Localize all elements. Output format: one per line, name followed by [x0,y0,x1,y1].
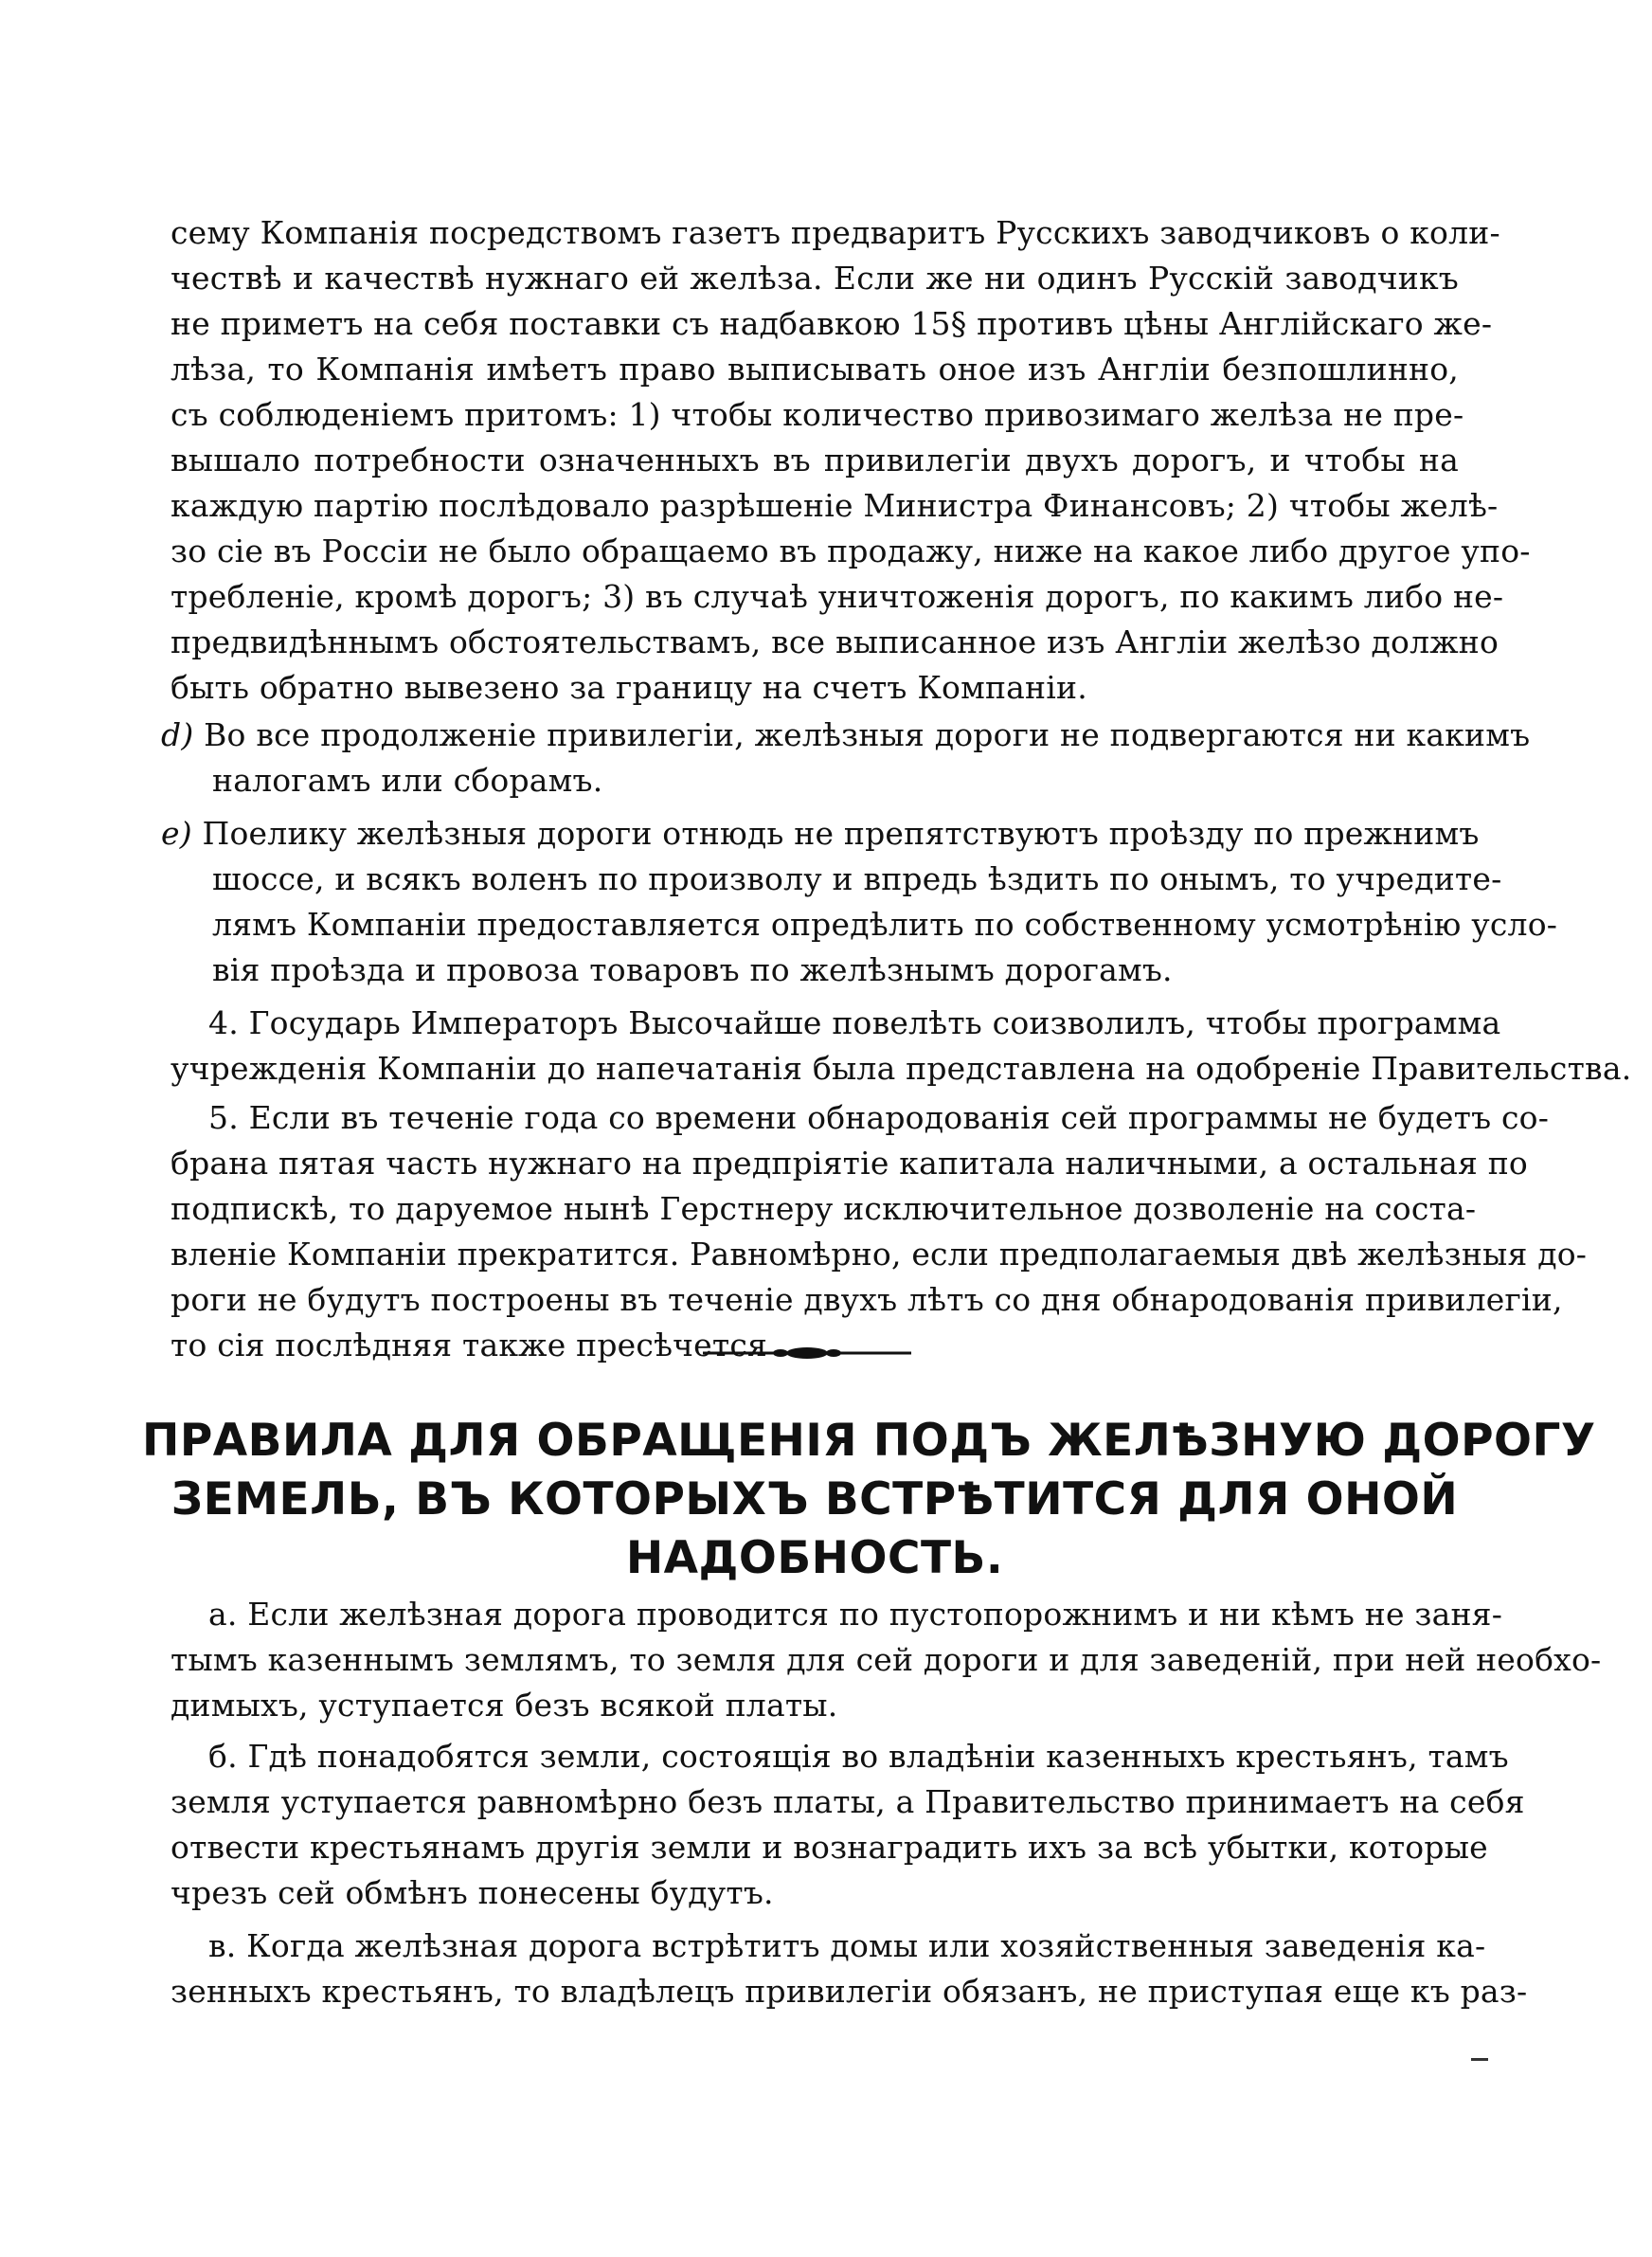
text-line: шоссе, и всякъ воленъ по произволу и впредь ѣздить по онымъ, то учредите- [212,860,1502,897]
ornament-divider [703,1345,911,1361]
text-line: брана пятая часть нужнаго на предпріятіе капитала наличными, а остальная по [171,1145,1529,1182]
text-line: роги не будутъ построены въ теченіе двухъ лѣтъ со дня обнародованія привилегіи, [171,1281,1563,1318]
text-line: б. Гдѣ понадобятся земли, состоящія во владѣніи казенныхъ крестьянъ, тамъ [208,1738,1509,1775]
text-line: отвести крестьянамъ другія земли и вознаградить ихъ за всѣ убытки, которые [171,1829,1488,1866]
item-marker: e) [161,815,192,852]
text-line: чрезъ сей обмѣнъ понесены будутъ. [171,1874,774,1911]
paragraph-5 [171,1095,1588,1368]
text-line: зенныхъ крестьянъ, то владѣлецъ привилегіи обязанъ, не приступая еще къ раз- [171,1973,1528,2010]
text-line: каждую партію послѣдовало разрѣшеніе Министра Финансовъ; 2) чтобы желѣ- [171,487,1499,524]
item-marker: d) [161,716,194,753]
heading-line: ЗЕМЕЛЬ, ВЪ КОТОРЫХЪ ВСТРѢТИТСЯ ДЛЯ ОНОЙ [171,1473,1459,1526]
item-text: Поелику желѣзныя дороги отнюдь не препятствуютъ проѣзду по прежнимъ [202,815,1480,852]
text-line: требленіе, кромѣ дорогъ; 3) въ случаѣ уничтоженія дорогъ, по какимъ либо не- [171,578,1504,615]
text-line: быть обратно вывезено за границу на счетъ Компаніи. [171,669,1087,706]
text-line: лѣза, то Компанія имѣетъ право выписывать оное изъ Англіи безпошлинно, [171,351,1459,388]
text-line [161,713,1531,758]
text-line: то сія послѣдняя также пресѣчется [171,1327,768,1363]
text-line: вышало потребности означенныхъ въ привилегіи двухъ дорогъ, и чтобы на [171,442,1459,478]
text-line: сему Компанія посредствомъ газетъ предваритъ Русскихъ заводчиковъ о коли- [171,214,1500,251]
text-line: 5. Если въ теченіе года со времени обнародованія сей программы не будетъ со- [208,1099,1550,1136]
text-line: тымъ казеннымъ землямъ, то земля для сей дороги и для заведеній, при ней необхо- [171,1641,1602,1678]
text-line: съ соблюденіемъ притомъ: 1) чтобы количество привозимаго желѣза не пре- [171,396,1464,433]
rule-a [171,1592,1602,1728]
item-d [161,713,1531,803]
text-line: учрежденія Компаніи до напечатанія была представлена на одобреніе Правительства. [171,1050,1632,1087]
text-line: зо сіе въ Россіи не было обращаемо въ продажу, ниже на какое либо другое упо- [171,533,1531,569]
text-line: чествѣ и качествѣ нужнаго ей желѣза. Если же ни одинъ Русскій заводчикъ [171,260,1459,297]
paragraph-top [171,210,1531,711]
text-line: 4. Государь Императоръ Высочайше повелѣть соизволилъ, чтобы программа [208,1004,1501,1041]
item-e [161,811,1558,993]
text-line: подпискѣ, то даруемое нынѣ Герстнеру исключительное дозволеніе на соста- [171,1190,1477,1227]
paragraph-4 [171,1001,1632,1092]
text-line: предвидѣннымъ обстоятельствамъ, все выписанное изъ Англіи желѣзо должно [171,623,1499,660]
text-line: лямъ Компаніи предоставляется опредѣлить по собственному усмотрѣнію усло- [212,906,1558,943]
text-line: димыхъ, уступается безъ всякой платы. [171,1687,838,1724]
text-line: не приметъ на себя поставки съ надбавкою 15§ противъ цѣны Англійскаго же- [171,305,1493,342]
text-line: вія проѣзда и провоза товаровъ по желѣзнымъ дорогамъ. [212,951,1173,988]
item-text: Во все продолженіе привилегіи, желѣзныя дороги не подвергаются ни какимъ [204,716,1531,753]
section-heading [142,1412,1596,1588]
text-line: налогамъ или сборамъ. [212,762,603,799]
heading-line: НАДОБНОСТЬ. [625,1532,1004,1584]
rule-v [171,1923,1528,2014]
text-line: вленіе Компаніи прекратится. Равномѣрно, если предполагаемыя двѣ желѣзныя до- [171,1236,1588,1273]
heading-line: ПРАВИЛА ДЛЯ ОБРАЩЕНІЯ ПОДЪ ЖЕЛѢЗНУЮ ДОРОГУ [142,1415,1596,1467]
text-line [161,811,1480,857]
scan-mark [1471,2058,1488,2061]
rule-b [171,1734,1525,1916]
text-line: земля уступается равномѣрно безъ платы, а Правительство принимаетъ на себя [171,1783,1525,1820]
text-line: а. Если желѣзная дорога проводится по пустопорожнимъ и ни кѣмъ не заня- [208,1596,1503,1633]
text-line: в. Когда желѣзная дорога встрѣтитъ домы или хозяйственныя заведенія ка- [208,1927,1486,1964]
